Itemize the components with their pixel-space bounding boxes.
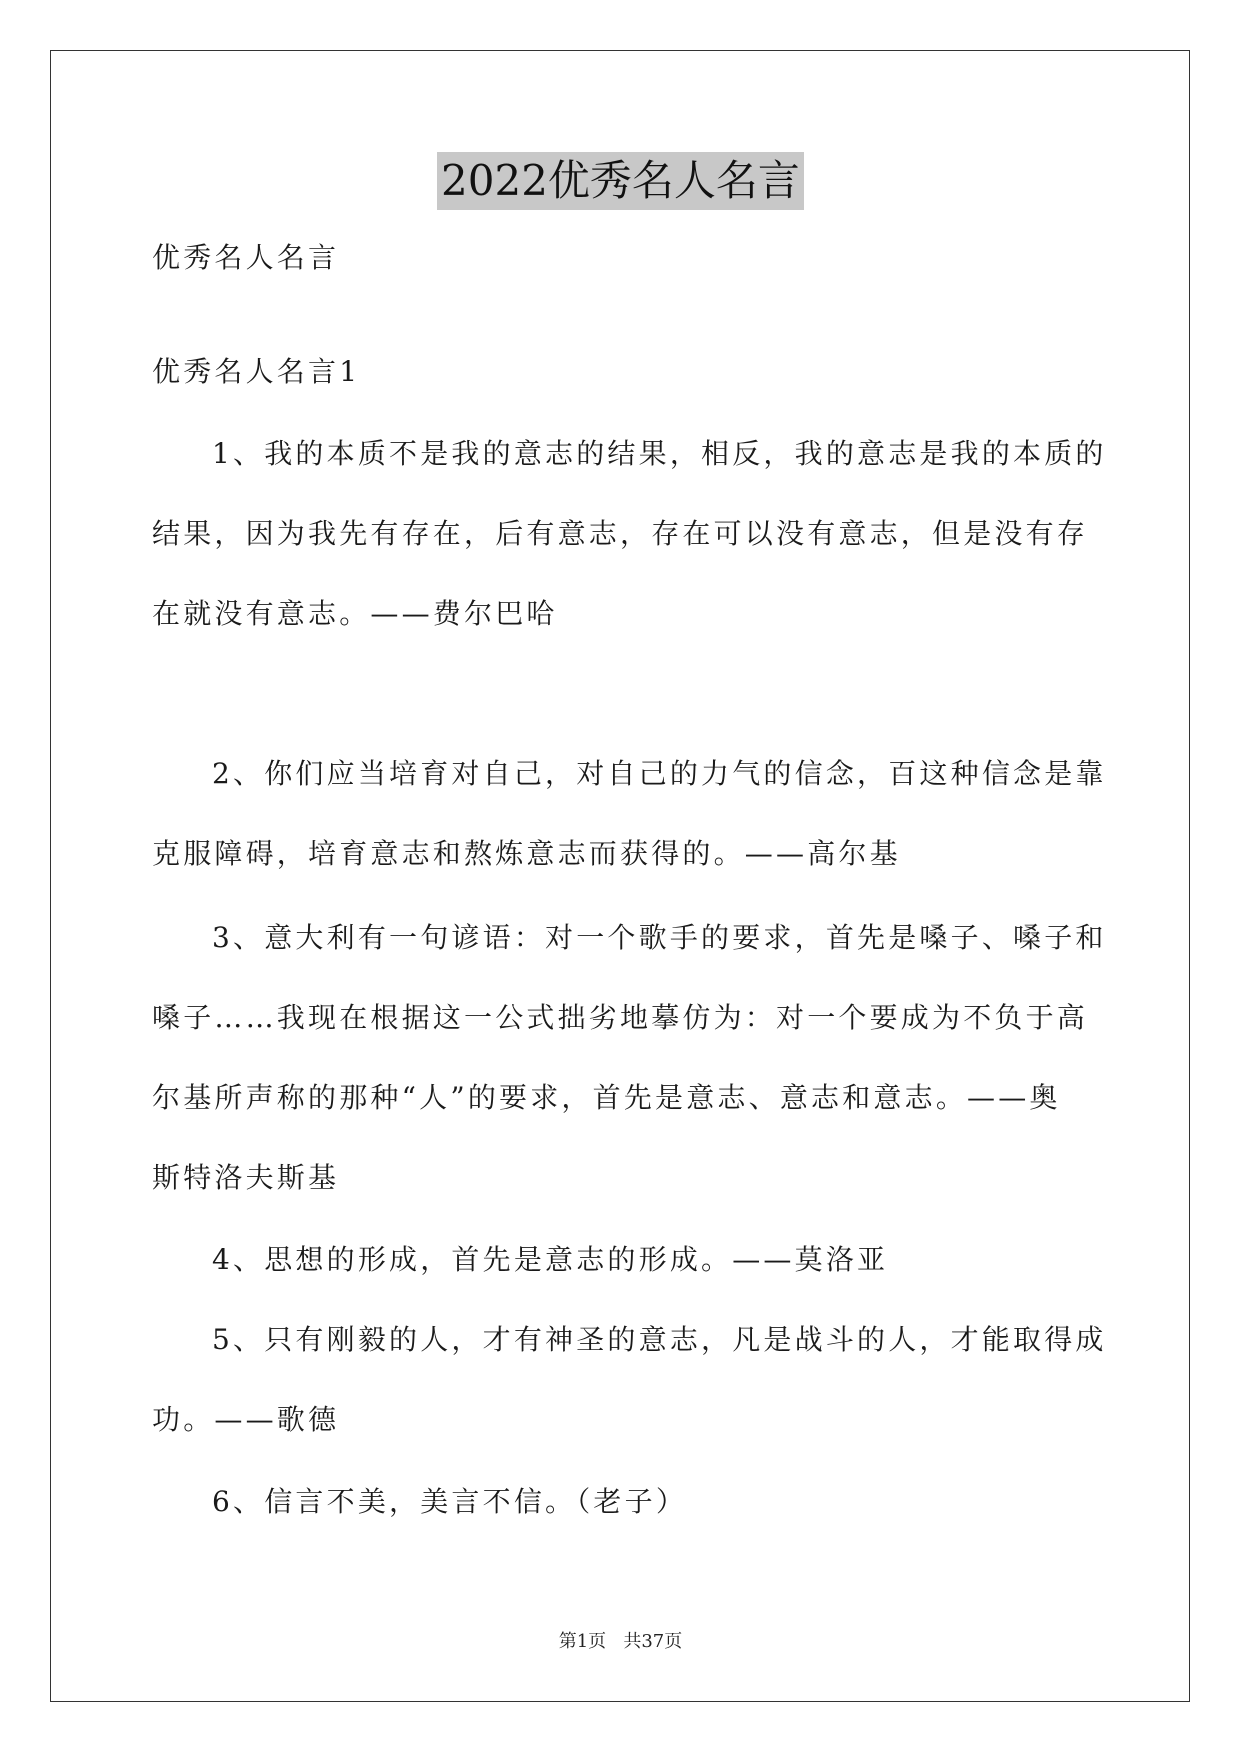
quote-5-line-2: 功。——歌德 (152, 1403, 340, 1436)
page-footer: 第1页 共37页 (558, 1631, 683, 1652)
quote-1-line-1: 1、我的本质不是我的意志的结果，相反，我的意志是我的本质的 (212, 437, 1107, 470)
quote-6-line-1: 6、信言不美，美言不信。（老子） (212, 1485, 688, 1518)
document-title: 2022优秀名人名言 (437, 152, 804, 210)
document-subheading: 优秀名人名言1 (152, 355, 361, 388)
quote-5-line-1: 5、只有刚毅的人，才有神圣的意志，凡是战斗的人，才能取得成 (212, 1323, 1107, 1356)
quote-1-line-3: 在就没有意志。——费尔巴哈 (152, 597, 558, 630)
page-border (50, 50, 1190, 1702)
quote-1-line-2: 结果，因为我先有存在，后有意志，存在可以没有意志，但是没有存 (152, 517, 1089, 550)
document-heading: 优秀名人名言 (152, 241, 340, 274)
quote-3-line-2: 嗓子……我现在根据这一公式拙劣地摹仿为：对一个要成为不负于高 (152, 1001, 1089, 1034)
quote-3-line-1: 3、意大利有一句谚语：对一个歌手的要求，首先是嗓子、嗓子和 (212, 921, 1107, 954)
quote-3-line-3: 尔基所声称的那种“人”的要求，首先是意志、意志和意志。——奥 (152, 1081, 1061, 1114)
quote-2-line-2: 克服障碍，培育意志和熬炼意志而获得的。——高尔基 (152, 837, 901, 870)
title-container (0, 152, 1241, 210)
quote-2-line-1: 2、你们应当培育对自己，对自己的力气的信念，百这种信念是靠 (212, 757, 1107, 790)
quote-3-line-4: 斯特洛夫斯基 (152, 1161, 340, 1194)
quote-4-line-1: 4、思想的形成，首先是意志的形成。——莫洛亚 (212, 1243, 889, 1276)
